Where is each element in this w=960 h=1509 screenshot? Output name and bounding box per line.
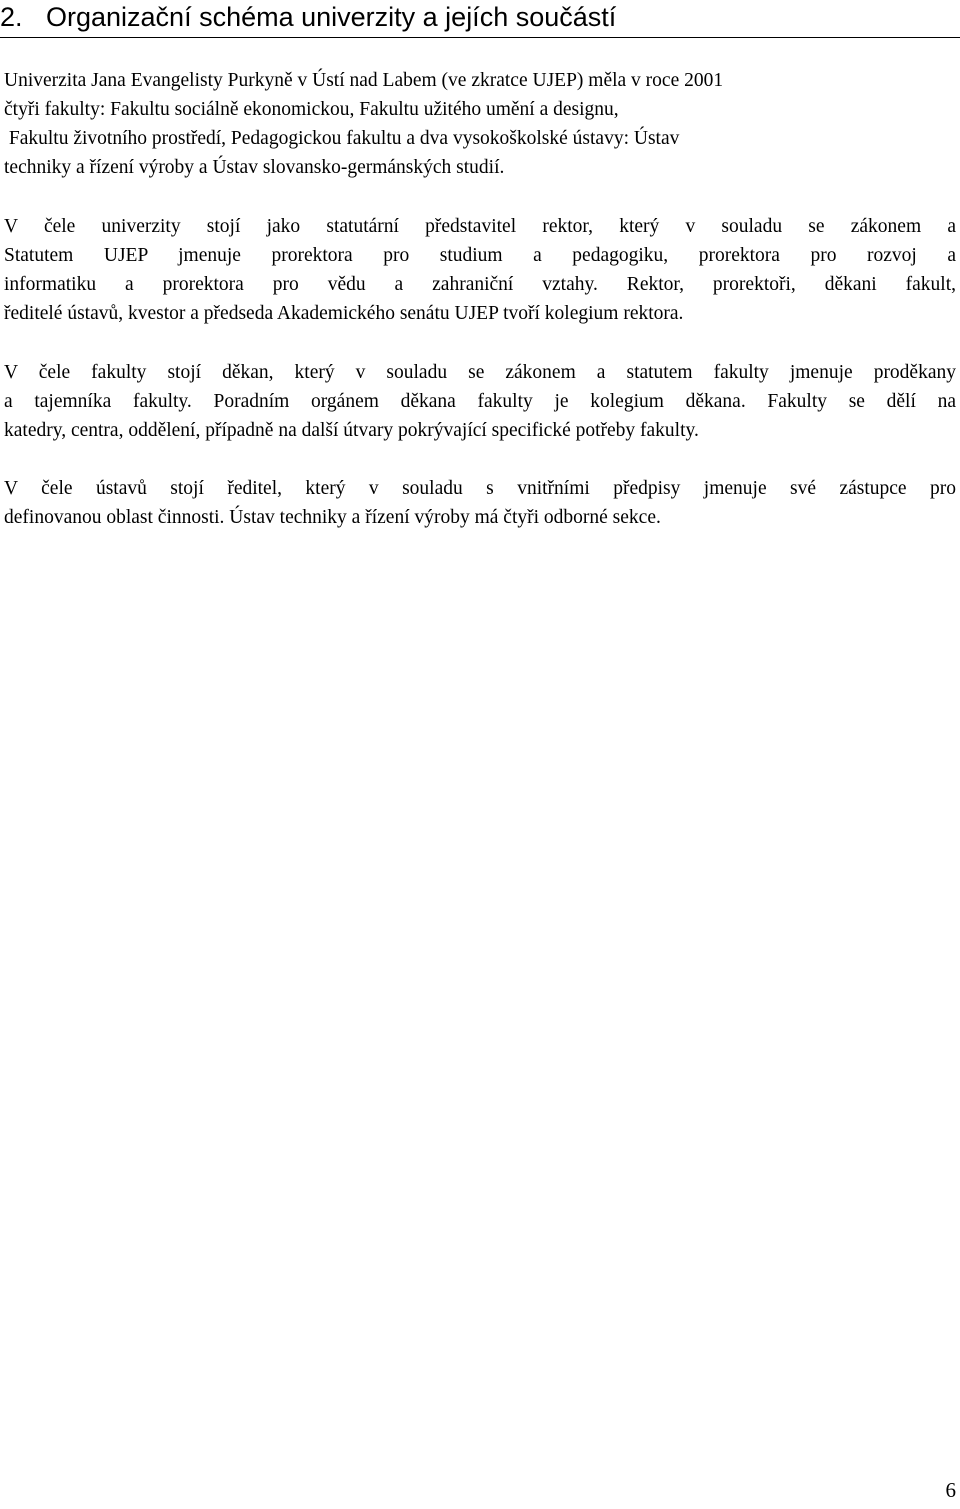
text-line: techniky a řízení výroby a Ústav slovansko-germánských studií. (4, 157, 505, 178)
page-number: 6 (945, 1478, 956, 1502)
paragraph-dean (4, 358, 956, 445)
text-line: informatiku a prorektora pro vědu a zahraniční vztahy. Rektor, prorektoři, děkani fakult, (4, 274, 956, 295)
text-line: a tajemníka fakulty. Poradním orgánem děkana fakulty je kolegium děkana. Fakulty se dělí na (4, 391, 956, 412)
section-number: 2. (0, 2, 23, 32)
paragraph-faculties (4, 66, 956, 182)
text-line: definovanou oblast činnosti. Ústav techniky a řízení výroby má čtyři odborné sekce. (4, 507, 661, 528)
paragraph-institute-director (4, 474, 956, 532)
text-line: katedry, centra, oddělení, případně na další útvary pokrývající specifické potřeby fakulty. (4, 420, 699, 441)
text-line: V čele ústavů stojí ředitel, který v souladu s vnitřními předpisy jmenuje své zástupce pro (4, 478, 956, 499)
text-line: ředitelé ústavů, kvestor a předseda Akademického senátu UJEP tvoří kolegium rektora. (4, 303, 684, 324)
text-line: čtyři fakulty: Fakultu sociálně ekonomickou, Fakultu užitého umění a designu, (4, 99, 619, 120)
paragraph-rector (4, 212, 956, 328)
text-line: Univerzita Jana Evangelisty Purkyně v Ústí nad Labem (ve zkratce UJEP) měla v roce 2001 (4, 70, 724, 91)
section-title: Organizační schéma univerzity a jejích součástí (46, 2, 617, 32)
text-line: V čele univerzity stojí jako statutární představitel rektor, který v souladu se zákonem a (4, 216, 956, 237)
section-heading (0, 0, 960, 38)
text-line: Statutem UJEP jmenuje prorektora pro studium a pedagogiku, prorektora pro rozvoj a (4, 245, 956, 266)
text-line: V čele fakulty stojí děkan, který v souladu se zákonem a statutem fakulty jmenuje proděkany (4, 362, 956, 383)
text-line: Fakultu životního prostředí, Pedagogickou fakultu a dva vysokoškolské ústavy: Ústav (4, 128, 680, 149)
